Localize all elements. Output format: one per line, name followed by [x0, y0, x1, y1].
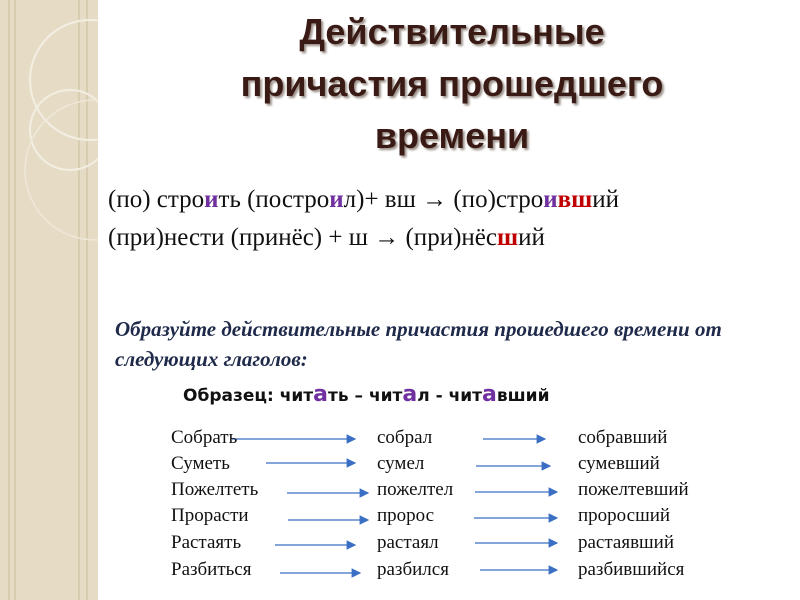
title-line: времени	[374, 115, 530, 156]
rule-text: ий	[592, 186, 619, 213]
sample-vowel: а	[482, 382, 497, 407]
verb-infinitive: Прорасти	[171, 505, 249, 526]
verb-participle: пожелтевший	[578, 479, 689, 500]
sample-text: вший	[496, 386, 550, 406]
rule-text: ть (постро	[218, 186, 330, 213]
title-line: причастия прошедшего	[240, 63, 664, 104]
sample-text: л - чит	[417, 386, 483, 406]
rule-text: ий	[518, 224, 545, 251]
title-line: Действительные	[299, 11, 605, 52]
rule-text: (по) стро	[108, 186, 205, 213]
verb-past: сумел	[377, 453, 425, 474]
rule-text: (при)нести (принёс) + ш → (при)нёс	[108, 224, 497, 251]
verb-past: собрал	[377, 427, 433, 448]
verb-infinitive: Пожелтеть	[171, 479, 259, 500]
verb-participle: собравший	[578, 427, 668, 448]
sample-text: чит	[279, 386, 314, 406]
verb-infinitive: Суметь	[171, 453, 230, 474]
sample-text: ть – чит	[328, 386, 403, 406]
verb-row	[0, 532, 800, 558]
verb-participle: разбившийся	[578, 559, 685, 580]
task-instruction: Образуйте действительные причастия прошедшего времени от следующих глаголов:	[115, 317, 722, 371]
verb-participle: сумевший	[578, 453, 660, 474]
rule-text: л)+ вш → (по)стро	[343, 186, 544, 213]
verb-past: растаял	[377, 532, 439, 553]
rule-suffix-highlight: вш	[557, 186, 593, 213]
verb-infinitive: Собрать	[171, 427, 238, 448]
verb-participle: растаявший	[578, 532, 675, 553]
verb-past: пророс	[377, 505, 435, 526]
verb-participle: проросший	[578, 505, 671, 526]
verb-row	[0, 453, 800, 479]
verb-past: разбился	[377, 559, 449, 580]
sample-vowel: а	[313, 382, 328, 407]
rule-suffix-highlight: ш	[496, 224, 519, 251]
verb-row	[0, 479, 800, 505]
verb-row	[0, 505, 800, 531]
verb-infinitive: Растаять	[171, 532, 242, 553]
verb-row	[0, 427, 800, 453]
rule-highlight: и	[329, 186, 344, 213]
sample-label: Образец:	[183, 386, 274, 406]
rule-highlight: и	[543, 186, 558, 213]
rule-highlight: и	[204, 186, 219, 213]
verb-past: пожелтел	[377, 479, 454, 500]
sample-vowel: а	[402, 382, 418, 407]
verb-row	[0, 559, 800, 585]
verb-infinitive: Разбиться	[171, 559, 252, 580]
